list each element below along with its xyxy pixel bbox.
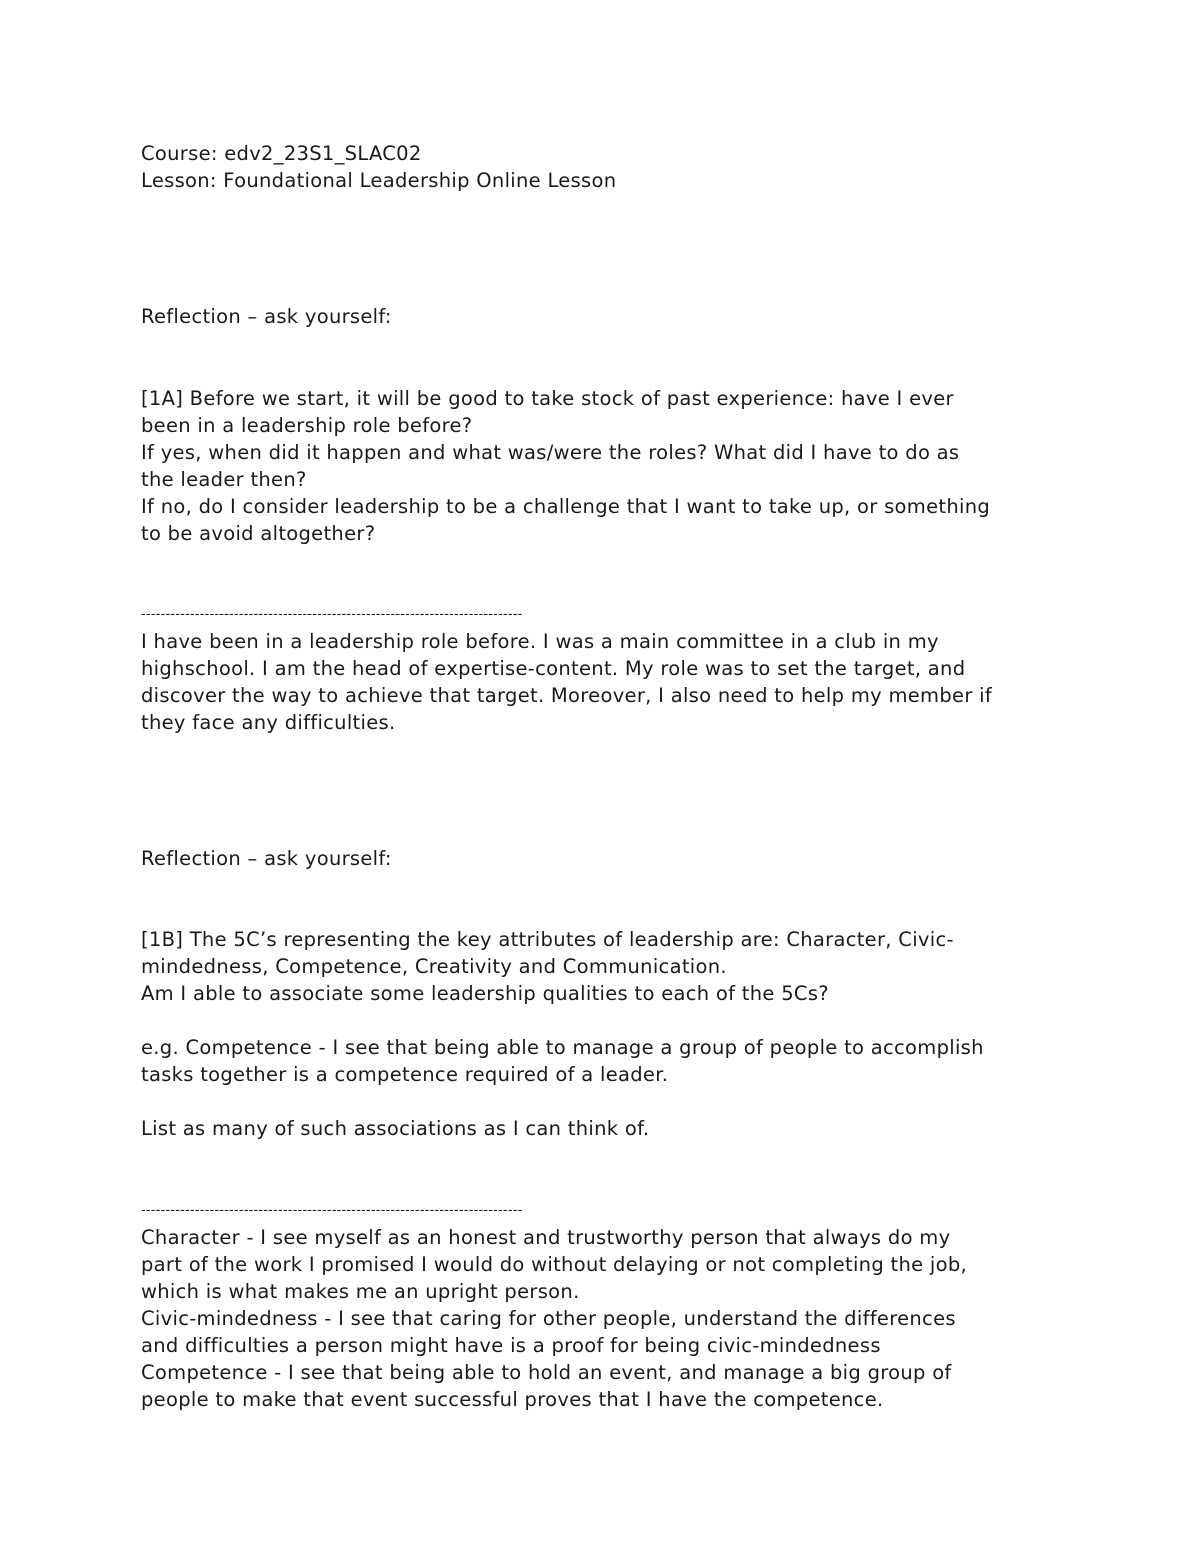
example-line: tasks together is a competence required of a leader. xyxy=(141,1063,669,1086)
prompt-1b-line: mindedness, Competence, Creativity and Communication. xyxy=(141,955,727,978)
answer-1a-line: discover the way to achieve that target. Moreover, I also need to help my member if xyxy=(141,684,993,707)
instruction-line: List as many of such associations as I can think of. xyxy=(141,1117,650,1140)
answer-1b-line: people to make that event successful proves that I have the competence. xyxy=(141,1388,884,1411)
answer-1a-line: highschool. I am the head of expertise-content. My role was to set the target, and xyxy=(141,657,966,680)
divider-2: ------------------------------------------------------------------------------ xyxy=(141,1203,523,1218)
answer-1b-line: part of the work I promised I would do without delaying or not completing the job, xyxy=(141,1253,968,1276)
prompt-1a-line: If yes, when did it happen and what was/were the roles? What did I have to do as xyxy=(141,441,960,464)
prompt-1a-line: the leader then? xyxy=(141,468,307,491)
lesson-line: Lesson: Foundational Leadership Online Lesson xyxy=(141,169,617,192)
reflection-heading-1: Reflection – ask yourself: xyxy=(141,305,392,328)
answer-1b-line: Civic-mindedness - I see that caring for other people, understand the differences xyxy=(141,1307,956,1330)
answer-1b-line: which is what makes me an upright person. xyxy=(141,1280,580,1303)
answer-1a-line: they face any difficulties. xyxy=(141,711,396,734)
prompt-1a-line: to be avoid altogether? xyxy=(141,522,376,545)
answer-1a-line: I have been in a leadership role before. I was a main committee in a club in my xyxy=(141,630,939,653)
prompt-1b-line: Am I able to associate some leadership qualities to each of the 5Cs? xyxy=(141,982,829,1005)
prompt-1a-line: If no, do I consider leadership to be a challenge that I want to take up, or something xyxy=(141,495,991,518)
prompt-1b-line: [1B] The 5C’s representing the key attributes of leadership are: Character, Civic- xyxy=(141,928,954,951)
prompt-1a-line: [1A] Before we start, it will be good to take stock of past experience: have I ever xyxy=(141,387,954,410)
course-line: Course: edv2_23S1_SLAC02 xyxy=(141,142,422,165)
answer-1b-line: Competence - I see that being able to hold an event, and manage a big group of xyxy=(141,1361,952,1384)
example-line: e.g. Competence - I see that being able to manage a group of people to accomplish xyxy=(141,1036,984,1059)
reflection-heading-2: Reflection – ask yourself: xyxy=(141,847,392,870)
divider-1: ------------------------------------------------------------------------------ xyxy=(141,607,523,622)
answer-1b-line: Character - I see myself as an honest and trustworthy person that always do my xyxy=(141,1226,951,1249)
answer-1b-line: and difficulties a person might have is a proof for being civic-mindedness xyxy=(141,1334,881,1357)
prompt-1a-line: been in a leadership role before? xyxy=(141,414,473,437)
